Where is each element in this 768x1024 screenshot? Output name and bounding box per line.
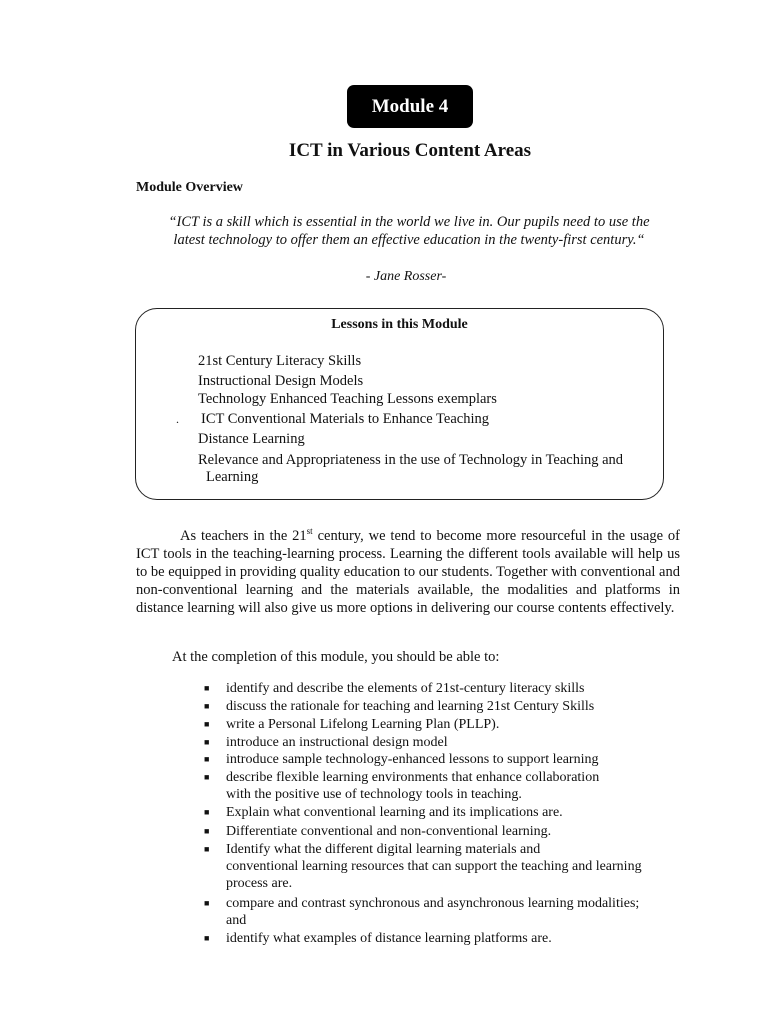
module-label: Module 4: [371, 95, 449, 117]
square-bullet-icon: ■: [204, 754, 210, 764]
objective-text: process are.: [226, 876, 293, 891]
lesson-text: Technology Enhanced Teaching Lessons exemplars: [198, 391, 497, 407]
objective-text: describe flexible learning environments that enhance collaboration: [226, 770, 600, 785]
lessons-heading: Lessons in this Module: [331, 317, 468, 332]
quote-line-2: latest technology to offer them an effective education in the twenty-first century.“: [173, 232, 645, 248]
overview-heading: Module Overview: [136, 180, 243, 195]
objective-item: [204, 751, 684, 768]
lesson-item: [176, 373, 651, 390]
square-bullet-icon: ■: [204, 772, 210, 782]
objective-text: identify what examples of distance learning platforms are.: [226, 931, 552, 946]
objective-item: [204, 716, 684, 733]
objective-text: discuss the rationale for teaching and learning 21st Century Skills: [226, 699, 595, 714]
lesson-item: [176, 452, 651, 486]
objective-text: Explain what conventional learning and its implications are.: [226, 805, 563, 820]
objectives-intro: At the completion of this module, you should be able to:: [172, 649, 500, 665]
page-title: ICT in Various Content Areas: [288, 140, 532, 161]
quote-author: - Jane Rosser-: [365, 269, 447, 284]
lesson-item: [176, 431, 651, 448]
lessons-box: [135, 308, 664, 500]
objective-text: Differentiate conventional and non-conventional learning.: [226, 824, 552, 839]
square-bullet-icon: ■: [204, 844, 210, 854]
objective-text: introduce an instructional design model: [226, 735, 448, 750]
square-bullet-icon: ■: [204, 701, 210, 711]
lesson-text-continued: Learning: [206, 469, 259, 485]
objective-item: [204, 769, 684, 803]
quote-line-1: “ICT is a skill which is essential in the world we live in. Our pupils need to use the: [168, 214, 650, 230]
objective-text: write a Personal Lifelong Learning Plan (PLLP).: [226, 717, 500, 732]
objective-item: [204, 698, 684, 715]
quote: [136, 213, 682, 249]
objective-text: conventional learning resources that can support the teaching and learning: [226, 859, 642, 874]
lesson-marker: .: [176, 412, 179, 426]
objective-text: and: [226, 913, 247, 928]
objective-text: identify and describe the elements of 21st-century literacy skills: [226, 681, 585, 696]
square-bullet-icon: ■: [204, 933, 210, 943]
objective-item: [204, 680, 684, 697]
objective-item: [204, 734, 684, 751]
intro-paragraph: [136, 527, 680, 617]
lesson-item: [176, 411, 651, 428]
square-bullet-icon: ■: [204, 683, 210, 693]
square-bullet-icon: ■: [204, 737, 210, 747]
module-badge: [347, 85, 473, 128]
paragraph-part-2: century, we tend to become more resourceful in the usage of ICT tools in the teaching-learning process. Learning the different tools available will help us to be equipped in providing quality education to our students. Together with conventional and non-conventional learning and the materials available, the modalities and platforms in distance learning will also give us more options in delivering our course contents effectively.: [136, 528, 680, 616]
lesson-item: [176, 353, 651, 370]
objective-text: Identify what the different digital learning materials and: [226, 842, 541, 857]
lesson-item: [176, 391, 651, 408]
objective-item: [204, 930, 684, 947]
objective-text: introduce sample technology-enhanced lessons to support learning: [226, 752, 599, 767]
lesson-text: Relevance and Appropriateness in the use of Technology in Teaching and: [198, 452, 624, 468]
paragraph-part-1: As teachers in the 21: [180, 528, 307, 544]
lesson-text: Distance Learning: [198, 431, 305, 447]
square-bullet-icon: ■: [204, 898, 210, 908]
objective-item: [204, 804, 684, 821]
paragraph-superscript: st: [306, 526, 313, 537]
objective-text: with the positive use of technology tools in teaching.: [226, 787, 522, 802]
objective-item: [204, 841, 684, 892]
square-bullet-icon: ■: [204, 826, 210, 836]
lesson-text: 21st Century Literacy Skills: [198, 353, 362, 369]
lesson-text: ICT Conventional Materials to Enhance Teaching: [201, 411, 489, 427]
objective-text: compare and contrast synchronous and asynchronous learning modalities;: [226, 896, 640, 911]
objective-item: [204, 895, 684, 929]
lesson-text: Instructional Design Models: [198, 373, 364, 389]
objective-item: [204, 823, 684, 840]
square-bullet-icon: ■: [204, 719, 210, 729]
square-bullet-icon: ■: [204, 807, 210, 817]
